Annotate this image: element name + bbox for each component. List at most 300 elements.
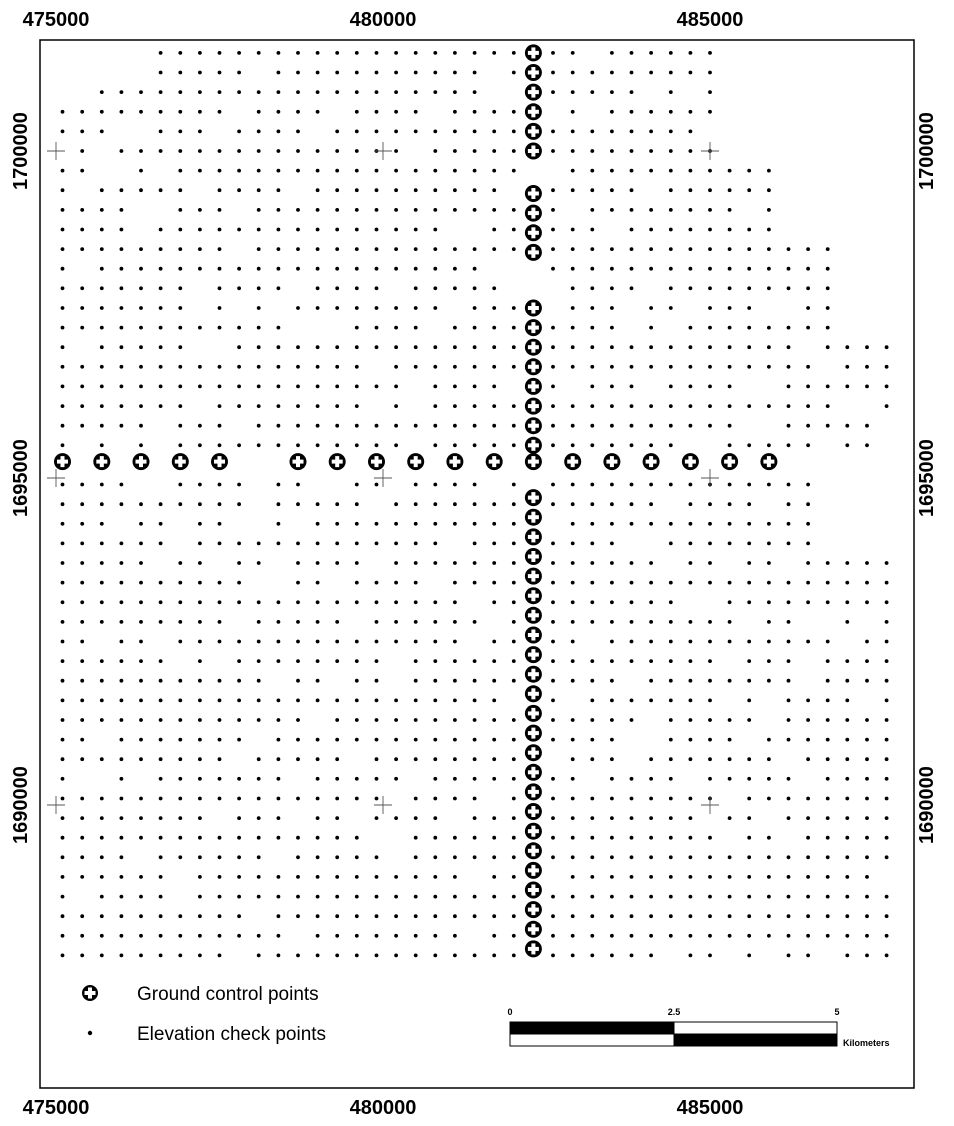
y-tick-label-left: 1695000	[10, 439, 32, 517]
elevation-check-point	[139, 149, 143, 153]
elevation-check-point	[610, 404, 614, 408]
elevation-check-point	[669, 836, 673, 840]
elevation-check-point	[414, 502, 418, 506]
elevation-check-point	[80, 699, 84, 703]
ground-control-point	[525, 398, 542, 415]
elevation-check-point	[257, 365, 261, 369]
elevation-check-point	[237, 738, 241, 742]
elevation-check-point	[865, 934, 869, 938]
scale-label-0: 0	[507, 1007, 513, 1017]
elevation-check-point	[277, 345, 281, 349]
elevation-check-point	[198, 149, 202, 153]
elevation-check-point	[80, 659, 84, 663]
elevation-check-point	[335, 404, 339, 408]
elevation-check-point	[787, 954, 791, 958]
elevation-check-point	[159, 522, 163, 526]
elevation-check-point	[198, 385, 202, 389]
elevation-check-point	[218, 581, 222, 585]
elevation-check-point	[865, 365, 869, 369]
elevation-check-point	[335, 267, 339, 271]
elevation-check-point	[610, 188, 614, 192]
elevation-check-point	[100, 110, 104, 114]
elevation-check-point	[669, 718, 673, 722]
elevation-check-point	[277, 640, 281, 644]
elevation-check-point	[414, 208, 418, 212]
elevation-check-point	[80, 855, 84, 859]
elevation-check-point	[61, 600, 65, 604]
elevation-check-point	[375, 208, 379, 212]
elevation-check-point	[571, 581, 575, 585]
elevation-check-point	[100, 620, 104, 624]
elevation-check-point	[708, 286, 712, 290]
elevation-check-point	[630, 424, 634, 428]
elevation-check-point	[649, 326, 653, 330]
elevation-check-point	[355, 836, 359, 840]
elevation-check-point	[80, 718, 84, 722]
elevation-check-point	[885, 836, 889, 840]
elevation-check-point	[728, 522, 732, 526]
elevation-check-point	[316, 404, 320, 408]
elevation-check-point	[551, 267, 555, 271]
elevation-check-point	[61, 542, 65, 546]
elevation-check-point	[610, 816, 614, 820]
elevation-check-point	[806, 522, 810, 526]
elevation-check-point	[512, 228, 516, 232]
elevation-check-point	[257, 777, 261, 781]
elevation-check-point	[512, 522, 516, 526]
ground-control-point	[54, 453, 71, 470]
elevation-check-point	[590, 483, 594, 487]
elevation-check-point	[885, 895, 889, 899]
elevation-check-point	[551, 71, 555, 75]
elevation-check-point	[806, 738, 810, 742]
elevation-check-point	[610, 581, 614, 585]
elevation-check-point	[649, 581, 653, 585]
elevation-check-point	[453, 345, 457, 349]
elevation-check-point	[277, 247, 281, 251]
elevation-check-point	[728, 345, 732, 349]
elevation-check-point	[277, 816, 281, 820]
elevation-check-point	[277, 954, 281, 958]
elevation-check-point	[669, 385, 673, 389]
elevation-check-point	[198, 424, 202, 428]
elevation-check-point	[218, 502, 222, 506]
elevation-check-point	[218, 699, 222, 703]
elevation-check-point	[218, 895, 222, 899]
ground-control-point	[93, 453, 110, 470]
elevation-check-point	[787, 483, 791, 487]
elevation-check-point	[120, 875, 124, 879]
elevation-check-point	[473, 620, 477, 624]
elevation-check-point	[689, 542, 693, 546]
elevation-check-point	[316, 110, 320, 114]
elevation-check-point	[610, 169, 614, 173]
elevation-check-point	[80, 934, 84, 938]
elevation-check-point	[845, 345, 849, 349]
elevation-check-point	[473, 797, 477, 801]
elevation-check-point	[433, 914, 437, 918]
elevation-check-point	[414, 914, 418, 918]
elevation-check-point	[806, 267, 810, 271]
elevation-check-point	[61, 581, 65, 585]
elevation-check-point	[649, 679, 653, 683]
elevation-check-point	[257, 640, 261, 644]
elevation-check-point	[453, 110, 457, 114]
elevation-check-point	[453, 502, 457, 506]
elevation-check-point	[865, 895, 869, 899]
elevation-check-point	[355, 188, 359, 192]
elevation-check-point	[237, 914, 241, 918]
elevation-check-point	[767, 875, 771, 879]
x-tick-label-top: 480000	[349, 9, 417, 31]
elevation-check-point	[806, 600, 810, 604]
elevation-check-point	[630, 954, 634, 958]
elevation-check-point	[257, 836, 261, 840]
elevation-check-point	[649, 110, 653, 114]
elevation-check-point	[512, 581, 516, 585]
elevation-check-point	[571, 365, 575, 369]
elevation-check-point	[649, 502, 653, 506]
elevation-check-point	[433, 659, 437, 663]
elevation-check-point	[512, 836, 516, 840]
elevation-check-point	[630, 640, 634, 644]
elevation-check-point	[100, 286, 104, 290]
elevation-check-point	[335, 169, 339, 173]
elevation-check-point	[237, 228, 241, 232]
elevation-check-point	[885, 404, 889, 408]
elevation-check-point	[492, 777, 496, 781]
elevation-check-point	[512, 424, 516, 428]
ground-control-point	[486, 453, 503, 470]
elevation-check-point	[61, 188, 65, 192]
elevation-check-point	[728, 326, 732, 330]
elevation-check-point	[492, 502, 496, 506]
elevation-check-point	[669, 51, 673, 55]
elevation-check-point	[865, 424, 869, 428]
elevation-check-point	[708, 306, 712, 310]
elevation-check-point	[80, 522, 84, 526]
ground-control-point	[525, 64, 542, 81]
elevation-check-point	[218, 267, 222, 271]
elevation-check-point	[689, 797, 693, 801]
ground-control-point	[525, 940, 542, 957]
ground-control-point	[407, 453, 424, 470]
elevation-check-point	[728, 914, 732, 918]
elevation-check-point	[433, 718, 437, 722]
elevation-check-point	[728, 738, 732, 742]
elevation-check-point	[669, 757, 673, 761]
elevation-check-point	[335, 71, 339, 75]
elevation-check-point	[414, 875, 418, 879]
elevation-check-point	[630, 51, 634, 55]
elevation-check-point	[551, 640, 555, 644]
elevation-check-point	[335, 836, 339, 840]
elevation-check-point	[159, 110, 163, 114]
elevation-check-point	[787, 895, 791, 899]
elevation-check-point	[708, 542, 712, 546]
elevation-check-point	[708, 267, 712, 271]
elevation-check-point	[826, 581, 830, 585]
elevation-check-point	[826, 738, 830, 742]
elevation-check-point	[453, 954, 457, 958]
elevation-check-point	[433, 208, 437, 212]
elevation-check-point	[728, 208, 732, 212]
elevation-check-point	[355, 345, 359, 349]
elevation-check-point	[178, 620, 182, 624]
elevation-check-point	[237, 404, 241, 408]
elevation-check-point	[277, 699, 281, 703]
elevation-check-point	[277, 71, 281, 75]
elevation-check-point	[237, 286, 241, 290]
ground-control-point	[564, 453, 581, 470]
elevation-check-point	[100, 90, 104, 94]
elevation-check-point	[257, 895, 261, 899]
elevation-check-point	[689, 267, 693, 271]
elevation-check-point	[826, 267, 830, 271]
elevation-check-point	[610, 247, 614, 251]
elevation-check-point	[473, 90, 477, 94]
elevation-check-point	[453, 797, 457, 801]
elevation-check-point	[100, 306, 104, 310]
elevation-check-point	[120, 502, 124, 506]
elevation-check-point	[708, 228, 712, 232]
elevation-check-point	[689, 561, 693, 565]
elevation-check-point	[747, 855, 751, 859]
elevation-check-point	[571, 502, 575, 506]
elevation-check-point	[394, 502, 398, 506]
elevation-check-point	[100, 895, 104, 899]
elevation-check-point	[159, 777, 163, 781]
elevation-check-point	[257, 875, 261, 879]
elevation-check-point	[433, 895, 437, 899]
elevation-check-point	[689, 169, 693, 173]
elevation-check-point	[218, 385, 222, 389]
elevation-check-point	[198, 836, 202, 840]
elevation-check-point	[747, 640, 751, 644]
elevation-check-point	[767, 522, 771, 526]
elevation-check-point	[316, 816, 320, 820]
elevation-check-point	[571, 640, 575, 644]
elevation-check-point	[492, 914, 496, 918]
elevation-check-point	[649, 659, 653, 663]
elevation-check-point	[845, 561, 849, 565]
ground-control-point	[682, 453, 699, 470]
elevation-check-point	[747, 718, 751, 722]
elevation-check-point	[414, 581, 418, 585]
elevation-check-point	[630, 208, 634, 212]
elevation-check-point	[120, 149, 124, 153]
elevation-check-point	[492, 110, 496, 114]
elevation-check-point	[512, 326, 516, 330]
elevation-check-point	[669, 895, 673, 899]
elevation-check-point	[198, 267, 202, 271]
elevation-check-point	[689, 149, 693, 153]
ground-control-point	[525, 921, 542, 938]
elevation-check-point	[394, 522, 398, 526]
elevation-check-point	[237, 679, 241, 683]
elevation-check-point	[257, 188, 261, 192]
elevation-check-point	[296, 169, 300, 173]
elevation-check-point	[630, 718, 634, 722]
elevation-check-point	[178, 679, 182, 683]
elevation-check-point	[453, 404, 457, 408]
elevation-check-point	[433, 640, 437, 644]
elevation-check-point	[355, 875, 359, 879]
elevation-check-point	[865, 797, 869, 801]
elevation-check-point	[728, 895, 732, 899]
y-tick-label-right: 1690000	[916, 766, 938, 844]
elevation-check-point	[512, 561, 516, 565]
elevation-check-point	[375, 954, 379, 958]
elevation-check-point	[649, 404, 653, 408]
elevation-check-point	[355, 954, 359, 958]
elevation-check-point	[492, 345, 496, 349]
elevation-check-point	[433, 404, 437, 408]
ground-control-point	[525, 548, 542, 565]
elevation-check-point	[433, 169, 437, 173]
elevation-check-point	[316, 659, 320, 663]
elevation-check-point	[669, 679, 673, 683]
elevation-check-point	[610, 777, 614, 781]
elevation-check-point	[178, 228, 182, 232]
elevation-check-point	[375, 110, 379, 114]
ground-control-point	[525, 685, 542, 702]
elevation-check-point	[787, 738, 791, 742]
elevation-check-point	[767, 345, 771, 349]
elevation-check-point	[375, 522, 379, 526]
elevation-check-point	[610, 286, 614, 290]
elevation-check-point	[649, 424, 653, 428]
elevation-check-point	[277, 522, 281, 526]
elevation-check-point	[669, 483, 673, 487]
elevation-check-point	[237, 640, 241, 644]
elevation-check-point	[512, 71, 516, 75]
y-tick-label-left: 1690000	[10, 766, 32, 844]
ground-control-point	[525, 417, 542, 434]
elevation-check-point	[433, 483, 437, 487]
elevation-check-point	[728, 228, 732, 232]
elevation-check-point	[551, 247, 555, 251]
elevation-check-point	[826, 855, 830, 859]
elevation-check-point	[453, 718, 457, 722]
elevation-check-point	[375, 620, 379, 624]
elevation-check-point	[394, 385, 398, 389]
elevation-check-point	[728, 286, 732, 290]
legend-check-symbol	[88, 1031, 92, 1035]
elevation-check-point	[630, 90, 634, 94]
elevation-check-point	[159, 51, 163, 55]
elevation-check-point	[708, 738, 712, 742]
elevation-check-point	[257, 718, 261, 722]
elevation-check-point	[787, 581, 791, 585]
elevation-check-point	[806, 385, 810, 389]
elevation-check-point	[433, 149, 437, 153]
elevation-check-point	[61, 757, 65, 761]
elevation-check-point	[571, 757, 575, 761]
elevation-check-point	[630, 522, 634, 526]
elevation-check-point	[375, 51, 379, 55]
elevation-check-point	[885, 777, 889, 781]
elevation-check-point	[708, 914, 712, 918]
elevation-check-point	[414, 51, 418, 55]
elevation-check-point	[747, 954, 751, 958]
elevation-check-point	[747, 365, 751, 369]
elevation-check-point	[355, 914, 359, 918]
elevation-check-point	[787, 326, 791, 330]
elevation-check-point	[433, 306, 437, 310]
elevation-check-point	[630, 286, 634, 290]
elevation-check-point	[571, 561, 575, 565]
elevation-check-point	[492, 738, 496, 742]
elevation-check-point	[198, 130, 202, 134]
elevation-check-point	[747, 757, 751, 761]
elevation-check-point	[375, 542, 379, 546]
elevation-check-point	[80, 424, 84, 428]
elevation-check-point	[80, 365, 84, 369]
elevation-check-point	[845, 699, 849, 703]
elevation-check-point	[669, 267, 673, 271]
elevation-check-point	[630, 816, 634, 820]
elevation-check-point	[237, 875, 241, 879]
elevation-check-point	[689, 286, 693, 290]
elevation-check-point	[178, 699, 182, 703]
elevation-check-point	[316, 836, 320, 840]
elevation-check-point	[139, 954, 143, 958]
elevation-check-point	[394, 110, 398, 114]
elevation-check-point	[80, 110, 84, 114]
elevation-check-point	[865, 581, 869, 585]
elevation-check-point	[80, 247, 84, 251]
elevation-check-point	[473, 895, 477, 899]
elevation-check-point	[610, 659, 614, 663]
elevation-check-point	[728, 718, 732, 722]
elevation-check-point	[492, 875, 496, 879]
elevation-check-point	[669, 130, 673, 134]
elevation-check-point	[571, 914, 575, 918]
ground-control-point	[525, 44, 542, 61]
elevation-check-point	[492, 816, 496, 820]
elevation-check-point	[414, 169, 418, 173]
ground-control-point	[525, 339, 542, 356]
elevation-check-point	[120, 345, 124, 349]
elevation-check-point	[120, 188, 124, 192]
elevation-check-point	[316, 875, 320, 879]
elevation-check-point	[649, 757, 653, 761]
elevation-check-point	[296, 71, 300, 75]
elevation-check-point	[316, 267, 320, 271]
elevation-check-point	[747, 247, 751, 251]
elevation-check-point	[610, 954, 614, 958]
elevation-check-point	[277, 443, 281, 447]
elevation-check-point	[453, 385, 457, 389]
elevation-check-point	[296, 208, 300, 212]
elevation-check-point	[630, 914, 634, 918]
elevation-check-point	[80, 149, 84, 153]
elevation-check-point	[728, 443, 732, 447]
elevation-check-point	[747, 306, 751, 310]
scale-label-5: 5	[834, 1007, 840, 1017]
elevation-check-point	[787, 247, 791, 251]
elevation-check-point	[453, 247, 457, 251]
elevation-check-point	[610, 855, 614, 859]
ground-control-point	[525, 882, 542, 899]
elevation-check-point	[767, 914, 771, 918]
elevation-check-point	[787, 875, 791, 879]
elevation-check-point	[551, 502, 555, 506]
elevation-check-point	[689, 365, 693, 369]
elevation-check-point	[139, 188, 143, 192]
elevation-check-point	[551, 228, 555, 232]
